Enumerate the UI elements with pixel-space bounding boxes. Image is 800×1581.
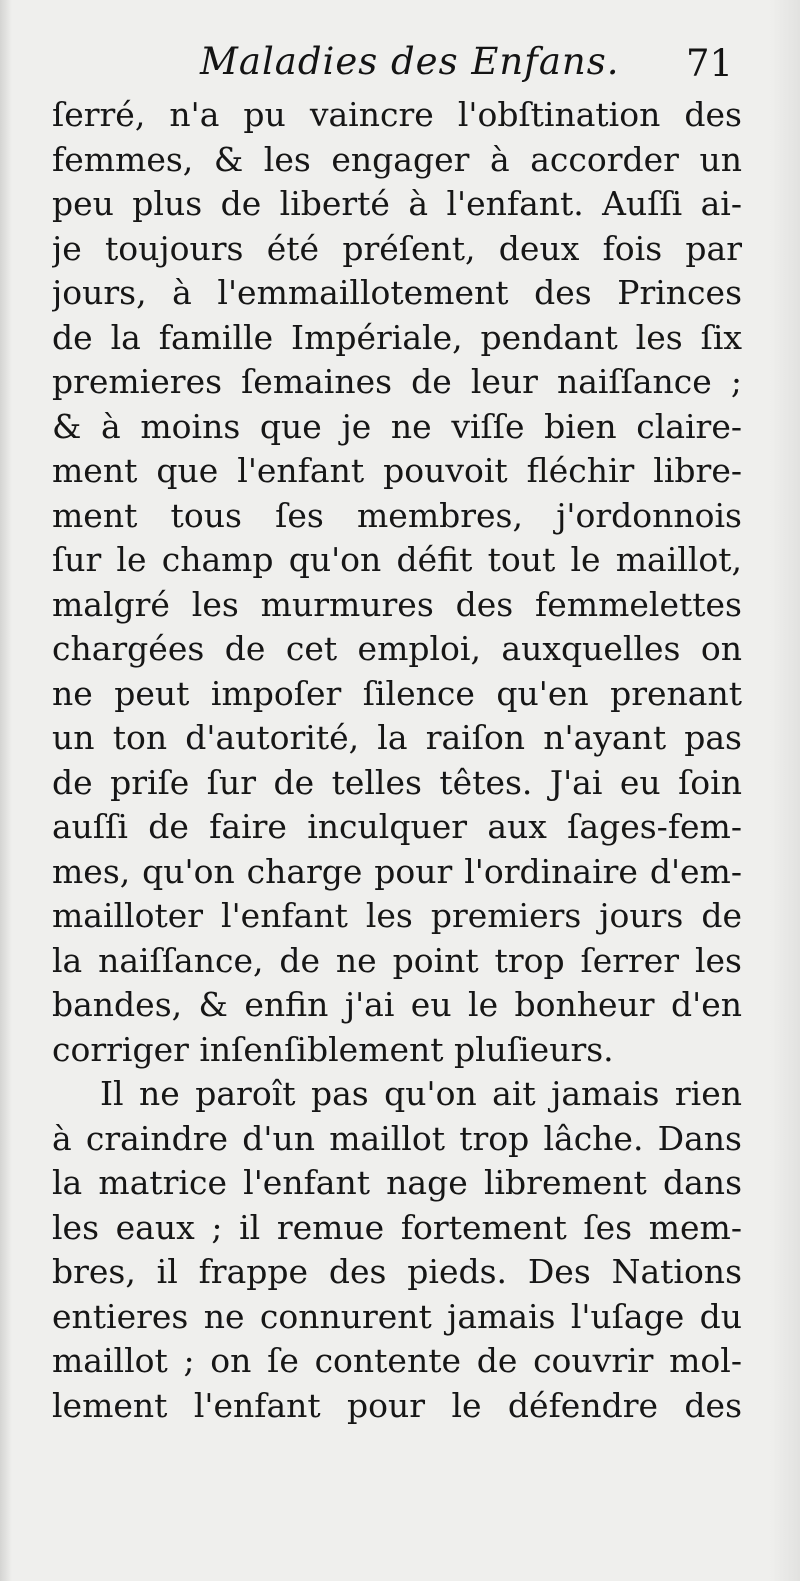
- text-line: à craindre d'un maillot trop lâche. Dans: [52, 1118, 742, 1158]
- page-number: 71: [686, 42, 734, 85]
- text-line: de la famille Impériale, pendant les ſix: [52, 317, 742, 357]
- running-head: Maladies des Enfans.: [200, 40, 620, 83]
- text-line: Il ne paroît pas qu'on ait jamais rien: [100, 1074, 742, 1113]
- text-line: maillot ; on ſe contente de couvrir mol-: [52, 1341, 742, 1380]
- text-line: chargées de cet emploi, auxquelles on: [52, 629, 742, 668]
- paragraph-2: [52, 1072, 742, 1428]
- text-line: bres, il frappe des pieds. Des Nations: [52, 1252, 742, 1291]
- text-line: un ton d'autorité, la raiſon n'ayant pas: [52, 718, 742, 757]
- text-line: la naiſſance, de ne point trop ſerrer les: [52, 940, 742, 980]
- text-line: entieres ne connurent jamais l'uſage du: [52, 1296, 742, 1336]
- text-line: ment tous ſes membres, j'ordonnois: [52, 495, 742, 535]
- text-line: femmes, & les engager à accorder un: [52, 139, 742, 179]
- text-line: de priſe ſur de telles têtes. J'ai eu ſoin: [52, 762, 742, 802]
- text-line: mailloter l'enfant les premiers jours de: [52, 896, 742, 935]
- text-line: ne peut impoſer ſilence qu'en prenant: [52, 673, 742, 713]
- text-line: mes, qu'on charge pour l'ordinaire d'em-: [52, 851, 742, 891]
- text-line: la matrice l'enfant nage librement dans: [52, 1163, 742, 1202]
- text-line: malgré les murmures des femmelettes: [52, 584, 742, 624]
- text-line: & à moins que je ne viſſe bien claire-: [52, 406, 742, 446]
- text-line: ſerré, n'a pu vaincre l'obſtination des: [52, 95, 742, 134]
- text-line: bandes, & enfin j'ai eu le bonheur d'en: [52, 985, 742, 1024]
- page-body: [52, 93, 742, 1428]
- text-line: je toujours été préſent, deux fois par: [52, 228, 742, 268]
- text-line: peu plus de liberté à l'enfant. Auſſi ai-: [52, 184, 742, 223]
- text-line: premieres ſemaines de leur naiſſance ;: [52, 362, 742, 401]
- text-line: corriger inſenſiblement pluſieurs.: [52, 1029, 614, 1069]
- text-line: ſur le champ qu'on défit tout le maillot,: [52, 540, 742, 579]
- text-line: jours, à l'emmaillotement des Princes: [52, 273, 742, 312]
- text-line: lement l'enfant pour le défendre des: [52, 1385, 742, 1425]
- paragraph-1: [52, 93, 742, 1072]
- text-line: ment que l'enfant pouvoit fléchir libre-: [52, 451, 742, 490]
- text-line: auſſi de faire inculquer aux ſages-fem-: [52, 807, 742, 846]
- text-line: les eaux ; il remue fortement ſes mem-: [52, 1207, 742, 1247]
